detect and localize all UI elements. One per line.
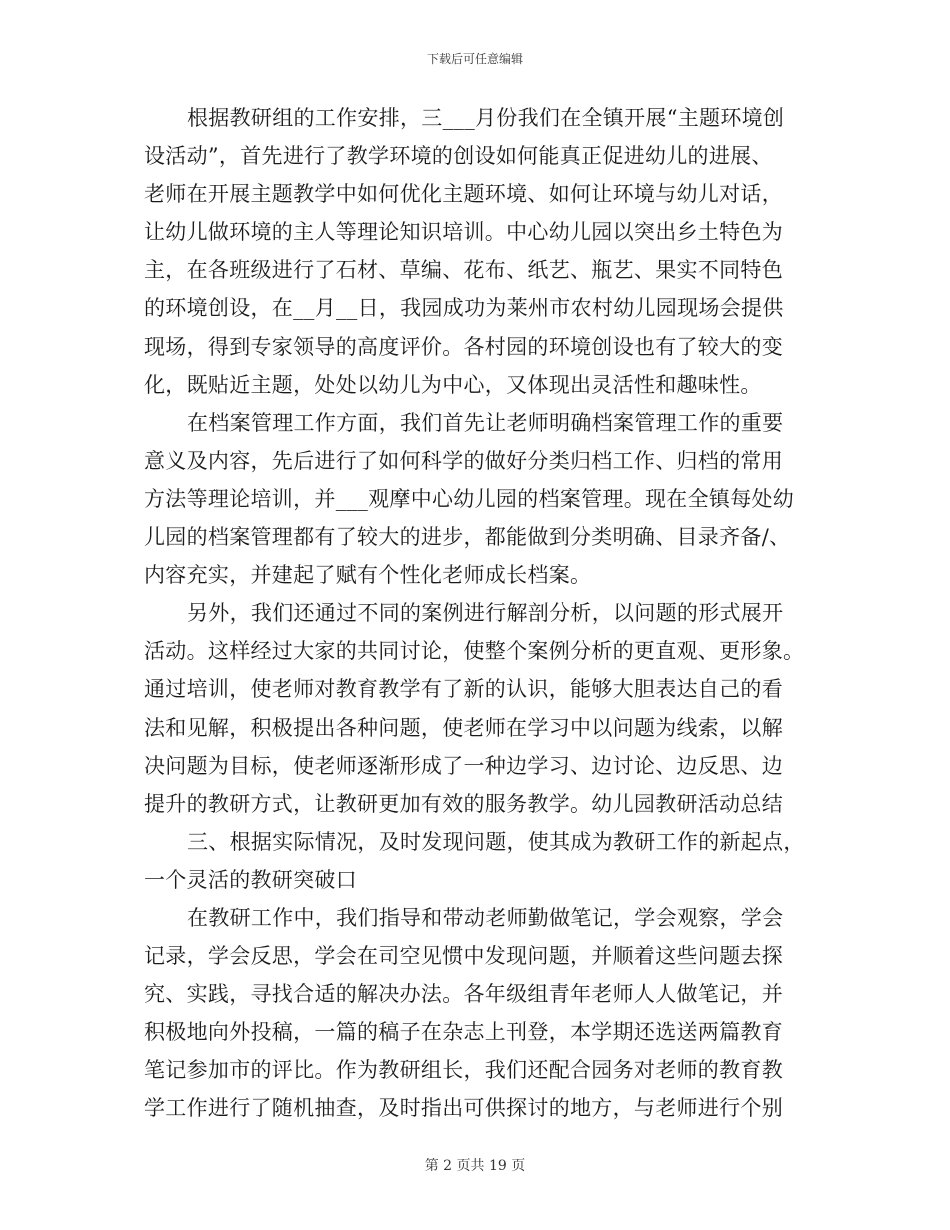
text-line: 记录，学会反思，学会在司空见惯中发现问题，并顺着这些问题去探 [144,944,783,969]
document-body [144,99,808,1128]
text-line: 儿园的档案管理都有了较大的进步，都能做到分类明确、目录齐备/、 [144,525,791,550]
text-line: 内容充实，并建起了赋有个性化老师成长档案。 [144,563,592,588]
text-line: 设活动”，首先进行了教学环境的创设如何能真正促进幼儿的进展、 [144,144,773,169]
text-line: 让幼儿做环境的主人等理论知识培训。中心幼儿园以突出乡土特色为 [144,220,783,245]
text-line: 另外，我们还通过不同的案例进行解剖分析，以问题的形式展开 [187,601,784,626]
text-line: 法和见解，积极提出各种问题，使老师在学习中以问题为线索，以解 [144,715,783,740]
text-line: 现场，得到专家领导的高度评价。各村园的环境创设也有了较大的变 [144,334,783,359]
text-line: 通过培训，使老师对教育教学有了新的认识，能够大胆表达自己的看 [144,677,783,702]
text-line: 化，既贴近主题，处处以幼儿为中心，又体现出灵活性和趣味性。 [144,372,762,397]
text-line: 三、根据实际情况，及时发现问题，使其成为教研工作的新起点， [187,829,805,854]
text-line: 究、实践，寻找合适的解决办法。各年级组青年老师人人做笔记，并 [144,982,783,1007]
text-line: 学工作进行了随机抽查，及时指出可供探讨的地方，与老师进行个别 [144,1096,783,1121]
text-line: 的环境创设，在__月__日，我园成功为莱州市农村幼儿园现场会提供 [144,296,784,321]
text-line: 活动。这样经过大家的共同讨论，使整个案例分析的更直观、更形象。 [144,639,805,664]
text-line: 主，在各班级进行了石材、草编、花布、纸艺、瓶艺、果实不同特色 [144,258,783,283]
text-line: 在教研工作中，我们指导和带动老师勤做笔记，学会观察，学会 [187,905,784,930]
text-line: 笔记参加市的评比。作为教研组长，我们还配合园务对老师的教育教 [144,1058,783,1083]
page-header: 下载后可任意编辑 [426,52,523,66]
text-line: 一个灵活的教研突破口 [144,867,357,892]
text-line: 决问题为目标，使老师逐渐形成了一种边学习、边讨论、边反思、边 [144,753,783,778]
text-line: 积极地向外投稿，一篇的稿子在杂志上刊登，本学期还选送两篇教育 [144,1020,783,1045]
text-line: 老师在开展主题教学中如何优化主题环境、如何让环境与幼儿对话， [144,182,783,207]
text-line: 在档案管理工作方面，我们首先让老师明确档案管理工作的重要 [187,410,784,435]
text-line: 根据教研组的工作安排，三___月份我们在全镇开展“主题环境创 [187,106,785,130]
text-line: 方法等理论培训，并___观摩中心幼儿园的档案管理。现在全镇每处幼 [144,486,795,511]
text-line: 意义及内容，先后进行了如何科学的做好分类归档工作、归档的常用 [144,448,783,473]
page-number: 第 2 页共 19 页 [424,1158,526,1174]
text-line: 提升的教研方式，让教研更加有效的服务教学。幼儿园教研活动总结 [144,791,783,816]
